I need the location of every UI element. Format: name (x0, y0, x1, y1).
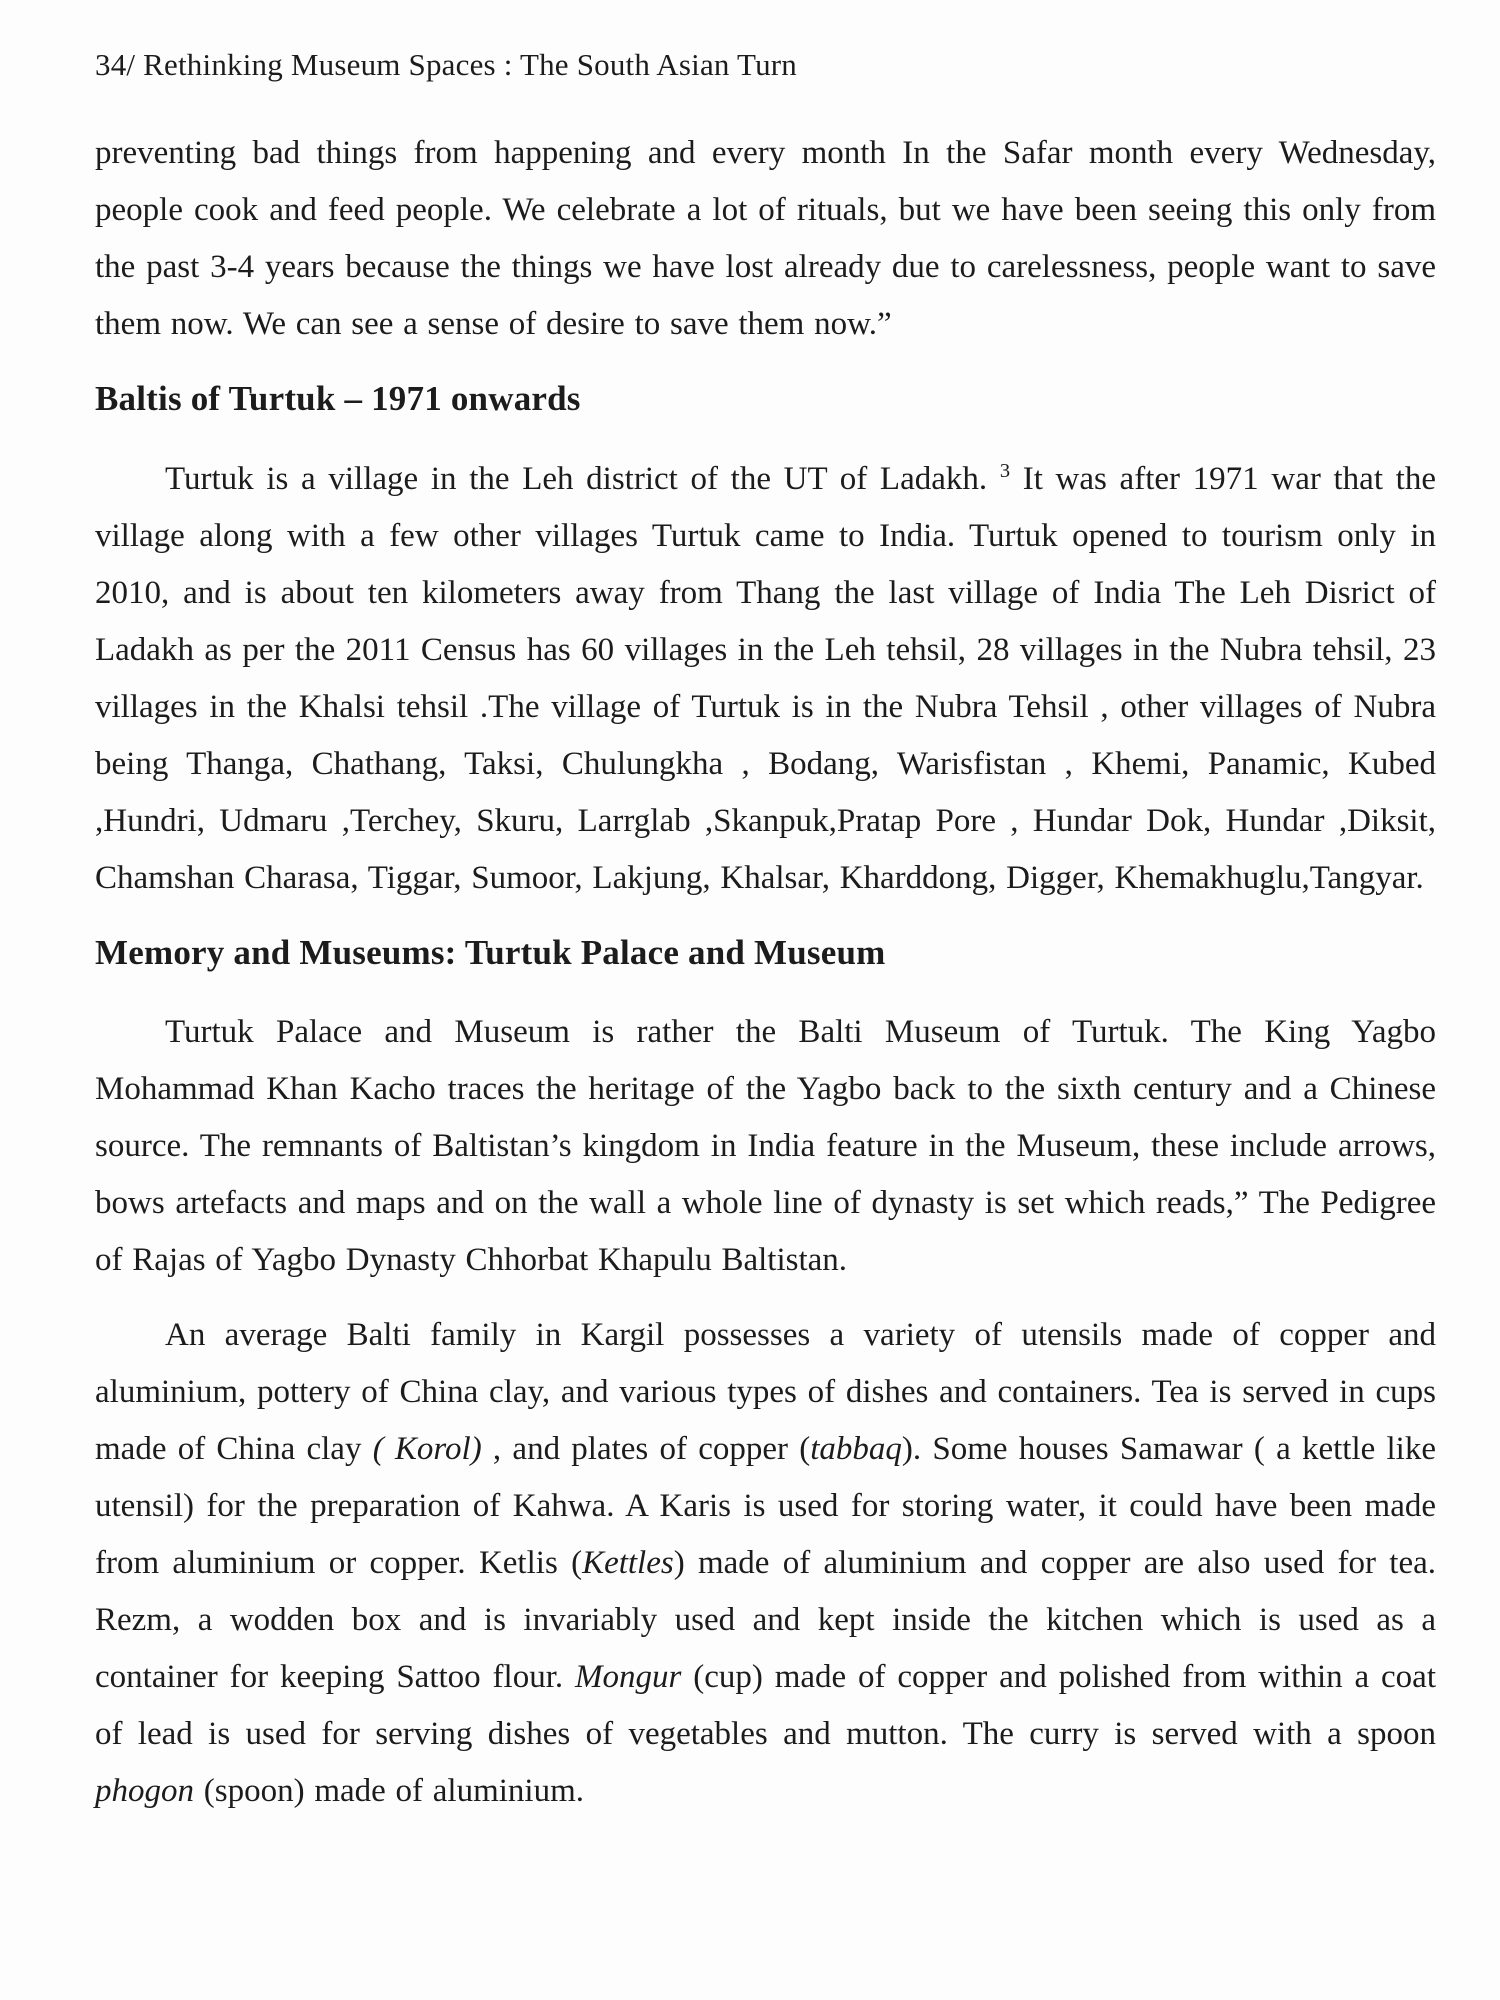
text-run: It was after 1971 war that the village along with a few other villages Turtuk came to India. Turtuk opened to tourism only in 2010, and is about ten kilometers away from Thang the last village of India The Leh Disrict of Ladakh as per the 2011 Census has 60 villages in the Leh tehsil, 28 villages in the Nubra tehsil, 23 villages in the Khalsi tehsil .The village of Turtuk is in the Nubra Tehsil , other villages of Nubra being Thanga, Chathang, Taksi, Chulungkha , Bodang, Warisfistan , Khemi, Panamic, Kubed ,Hundri, Udmaru ,Terchey, Skuru, Larrglab ,Skanpuk,Pratap Pore , Hundar Dok, Hundar ,Diksit, Chamshan Charasa, Tiggar, Sumoor, Lakjung, Khalsar, Kharddong, Digger, Khemakhuglu,Tangyar. (95, 460, 1436, 896)
text-run: ). Some houses Samawar ( a kettle like utensil) for the preparation of Kahwa. A Karis is used for storing water, it could have been made from aluminium or copper. Ketlis ( (95, 1431, 1436, 1582)
footnote-reference: 3 (999, 459, 1011, 482)
italic-term: Mongur (575, 1659, 682, 1696)
text-run: An average Balti family in Kargil possesses a variety of utensils made of copper and aluminium, pottery of China clay, and various types of dishes and containers. Tea is served in cups made of China clay (95, 1317, 1436, 1468)
text-run: (spoon) made of aluminium. (194, 1773, 585, 1810)
para-safar-rituals (95, 125, 1436, 353)
text-run: (cup) made of copper and polished from within a coat of lead is used for serving dishes of vegetables and mutton. The curry is served with a spoon (95, 1659, 1436, 1753)
text-run: Turtuk is a village in the Leh district of the UT of Ladakh. (165, 460, 1000, 497)
page-body (95, 125, 1436, 1821)
text-run: preventing bad things from happening and every month In the Safar month every Wednesday, people cook and feed people. We celebrate a lot of rituals, but we have been seeing this only from the past 3-4 years because the things we have lost already due to carelessness, people want to save them now. We can see a sense of desire to save them now.” (95, 134, 1436, 342)
text-run: , and plates of copper ( (481, 1431, 811, 1468)
italic-term: Kettles (582, 1545, 674, 1582)
para-turtuk-village (95, 451, 1436, 907)
text-run: Turtuk Palace and Museum is rather the Balti Museum of Turtuk. The King Yagbo Mohammad Khan Kacho traces the heritage of the Yagbo back to the sixth century and a Chinese source. The remnants of Baltistan’s kingdom in India feature in the Museum, these include arrows, bows artefacts and maps and on the wall a whole line of dynasty is set which reads,” The Pedigree of Rajas of Yagbo Dynasty Chhorbat Khapulu Baltistan. (95, 1014, 1436, 1279)
heading-baltis-of-turtuk: Baltis of Turtuk – 1971 onwards (95, 378, 581, 418)
running-header: 34/ Rethinking Museum Spaces : The South Asian Turn (95, 47, 797, 82)
text-run: ) made of aluminium and copper are also used for tea. Rezm, a wodden box and is invariably used and kept inside the kitchen which is used as a container for keeping Sattoo flour. (95, 1545, 1437, 1696)
italic-term: phogon (95, 1773, 194, 1810)
italic-term: tabbaq (810, 1431, 902, 1468)
italic-term: ( Korol) (372, 1431, 482, 1468)
para-turtuk-palace-museum (95, 1004, 1436, 1289)
para-balti-utensils (95, 1307, 1436, 1820)
heading-memory-and-museums: Memory and Museums: Turtuk Palace and Museum (95, 932, 886, 972)
